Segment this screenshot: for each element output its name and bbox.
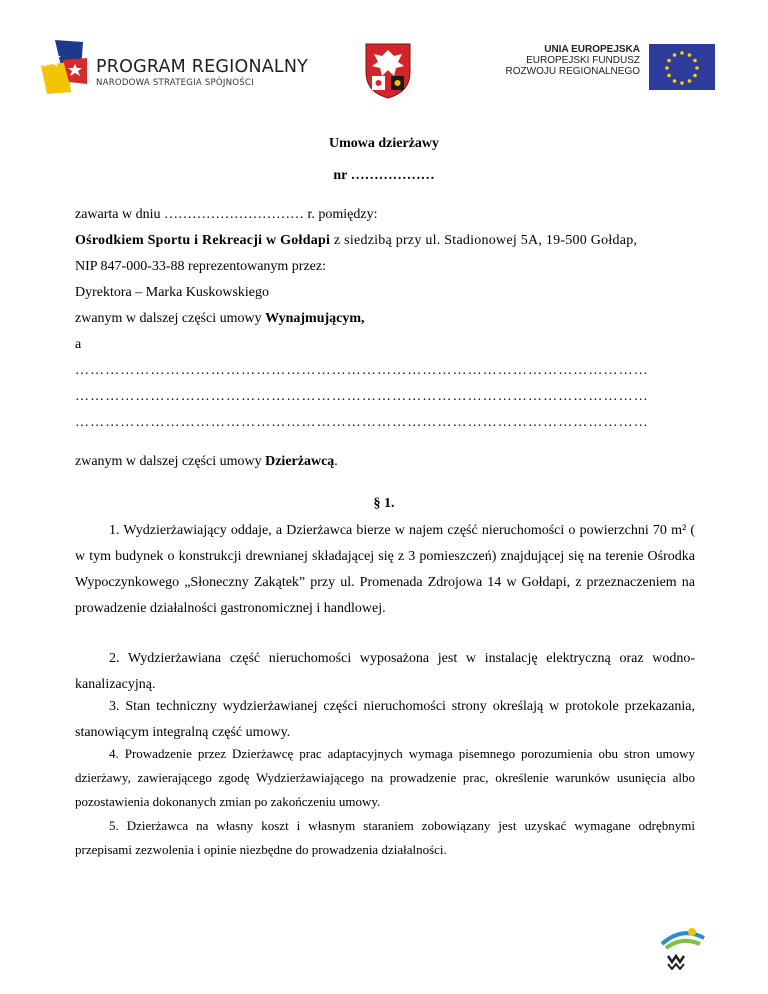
program-regionalny-logo-icon	[37, 36, 89, 98]
tenant-blank-line-1: ……………………………………………………………………………………………………	[75, 363, 649, 378]
tenant-role-suffix: .	[334, 454, 338, 469]
paragraph-5	[75, 814, 695, 862]
paragraph-2-text: 2. Wydzierżawiana część nieruchomości wyposażona jest w instalację elektryczną oraz wodno-kanalizacyjną.	[75, 651, 695, 692]
paragraph-4-text: 4. Prowadzenie przez Dzierżawcę prac adaptacyjnych wymaga pisemnego porozumienia obu stron umowy dzierżawy, zawierającego zgodę Wydzierżawiającego na prowadzenie prac, określenie warunków usunięcia albo pozostawienia dokonanych zmian po zakończeniu umowy.	[75, 746, 695, 809]
lessor-nip: NIP 847-000-33-88 reprezentowanym przez:	[75, 259, 327, 274]
eu-fund-text	[490, 44, 640, 77]
paragraph-1-text: 1. Wydzierżawiający oddaje, a Dzierżawca bierze w najem część nieruchomości o powierzchni 70 m² ( w tym budynek o konstrukcji drewnianej składającej się z 3 pomieszczeń) znajdującej się na terenie Ośrodka Wypoczynkowego „Słoneczny Zakątek” przy ul. Promenada Zdrojowa 14 w Gołdapi, z przeznaczeniem na prowadzenie działalności gastronomicznej i handlowej.	[75, 523, 695, 616]
lessor-representative: Dyrektora – Marka Kuskowskiego	[75, 285, 270, 300]
lessor-line	[75, 233, 695, 249]
program-title: PROGRAM REGIONALNY	[96, 57, 309, 77]
warmia-mazury-logo-icon	[652, 922, 712, 970]
contract-intro: zawarta w dniu ………………………… r. pomiędzy:	[75, 207, 378, 222]
paragraph-5-text: 5. Dzierżawca na własny koszt i własnym staraniem zobowiązany jest uzyskać wymagane odrębnymi przepisami zezwolenia i opinie niezbędne do prowadzenia działalności.	[75, 818, 695, 857]
tenant-role: Dzierżawcą	[265, 454, 335, 469]
tenant-blank-line-3: ……………………………………………………………………………………………………	[75, 415, 649, 430]
paragraph-1	[75, 518, 695, 622]
conjunction: a	[75, 337, 82, 352]
section-heading: § 1.	[373, 496, 395, 511]
eu-line-2: EUROPEJSKI FUNDUSZ	[526, 55, 640, 66]
paragraph-3	[75, 694, 695, 746]
warmia-mazury-crest-icon	[364, 42, 412, 100]
document-number: nr ………………	[333, 168, 435, 183]
eu-line-3: ROZWOJU REGIONALNEGO	[505, 66, 640, 77]
eu-flag-icon	[649, 44, 715, 90]
lessor-role-prefix: zwanym w dalszej części umowy	[75, 311, 266, 326]
document-title: Umowa dzierżawy	[328, 136, 440, 151]
paragraph-3-text: 3. Stan techniczny wydzierżawianej części nieruchomości strony określają w protokole przekazania, stanowiącym integralną część umowy.	[75, 699, 695, 740]
lessor-name: Ośrodkiem Sportu i Rekreacji w Gołdapi	[75, 233, 331, 248]
tenant-role-line	[75, 454, 695, 470]
lessor-role-line	[75, 311, 695, 327]
tenant-role-prefix: zwanym w dalszej części umowy	[75, 454, 266, 469]
tenant-blank-line-2: ……………………………………………………………………………………………………	[75, 389, 649, 404]
eu-line-1: UNIA EUROPEJSKA	[544, 44, 640, 55]
lessor-address: z siedzibą przy ul. Stadionowej 5A, 19-500 Gołdap,	[330, 233, 638, 248]
lessor-role: Wynajmującym,	[265, 311, 365, 326]
paragraph-2	[75, 646, 695, 698]
paragraph-4	[75, 742, 695, 814]
program-subtitle: NARODOWA STRATEGIA SPÓJNOŚCI	[96, 78, 254, 88]
